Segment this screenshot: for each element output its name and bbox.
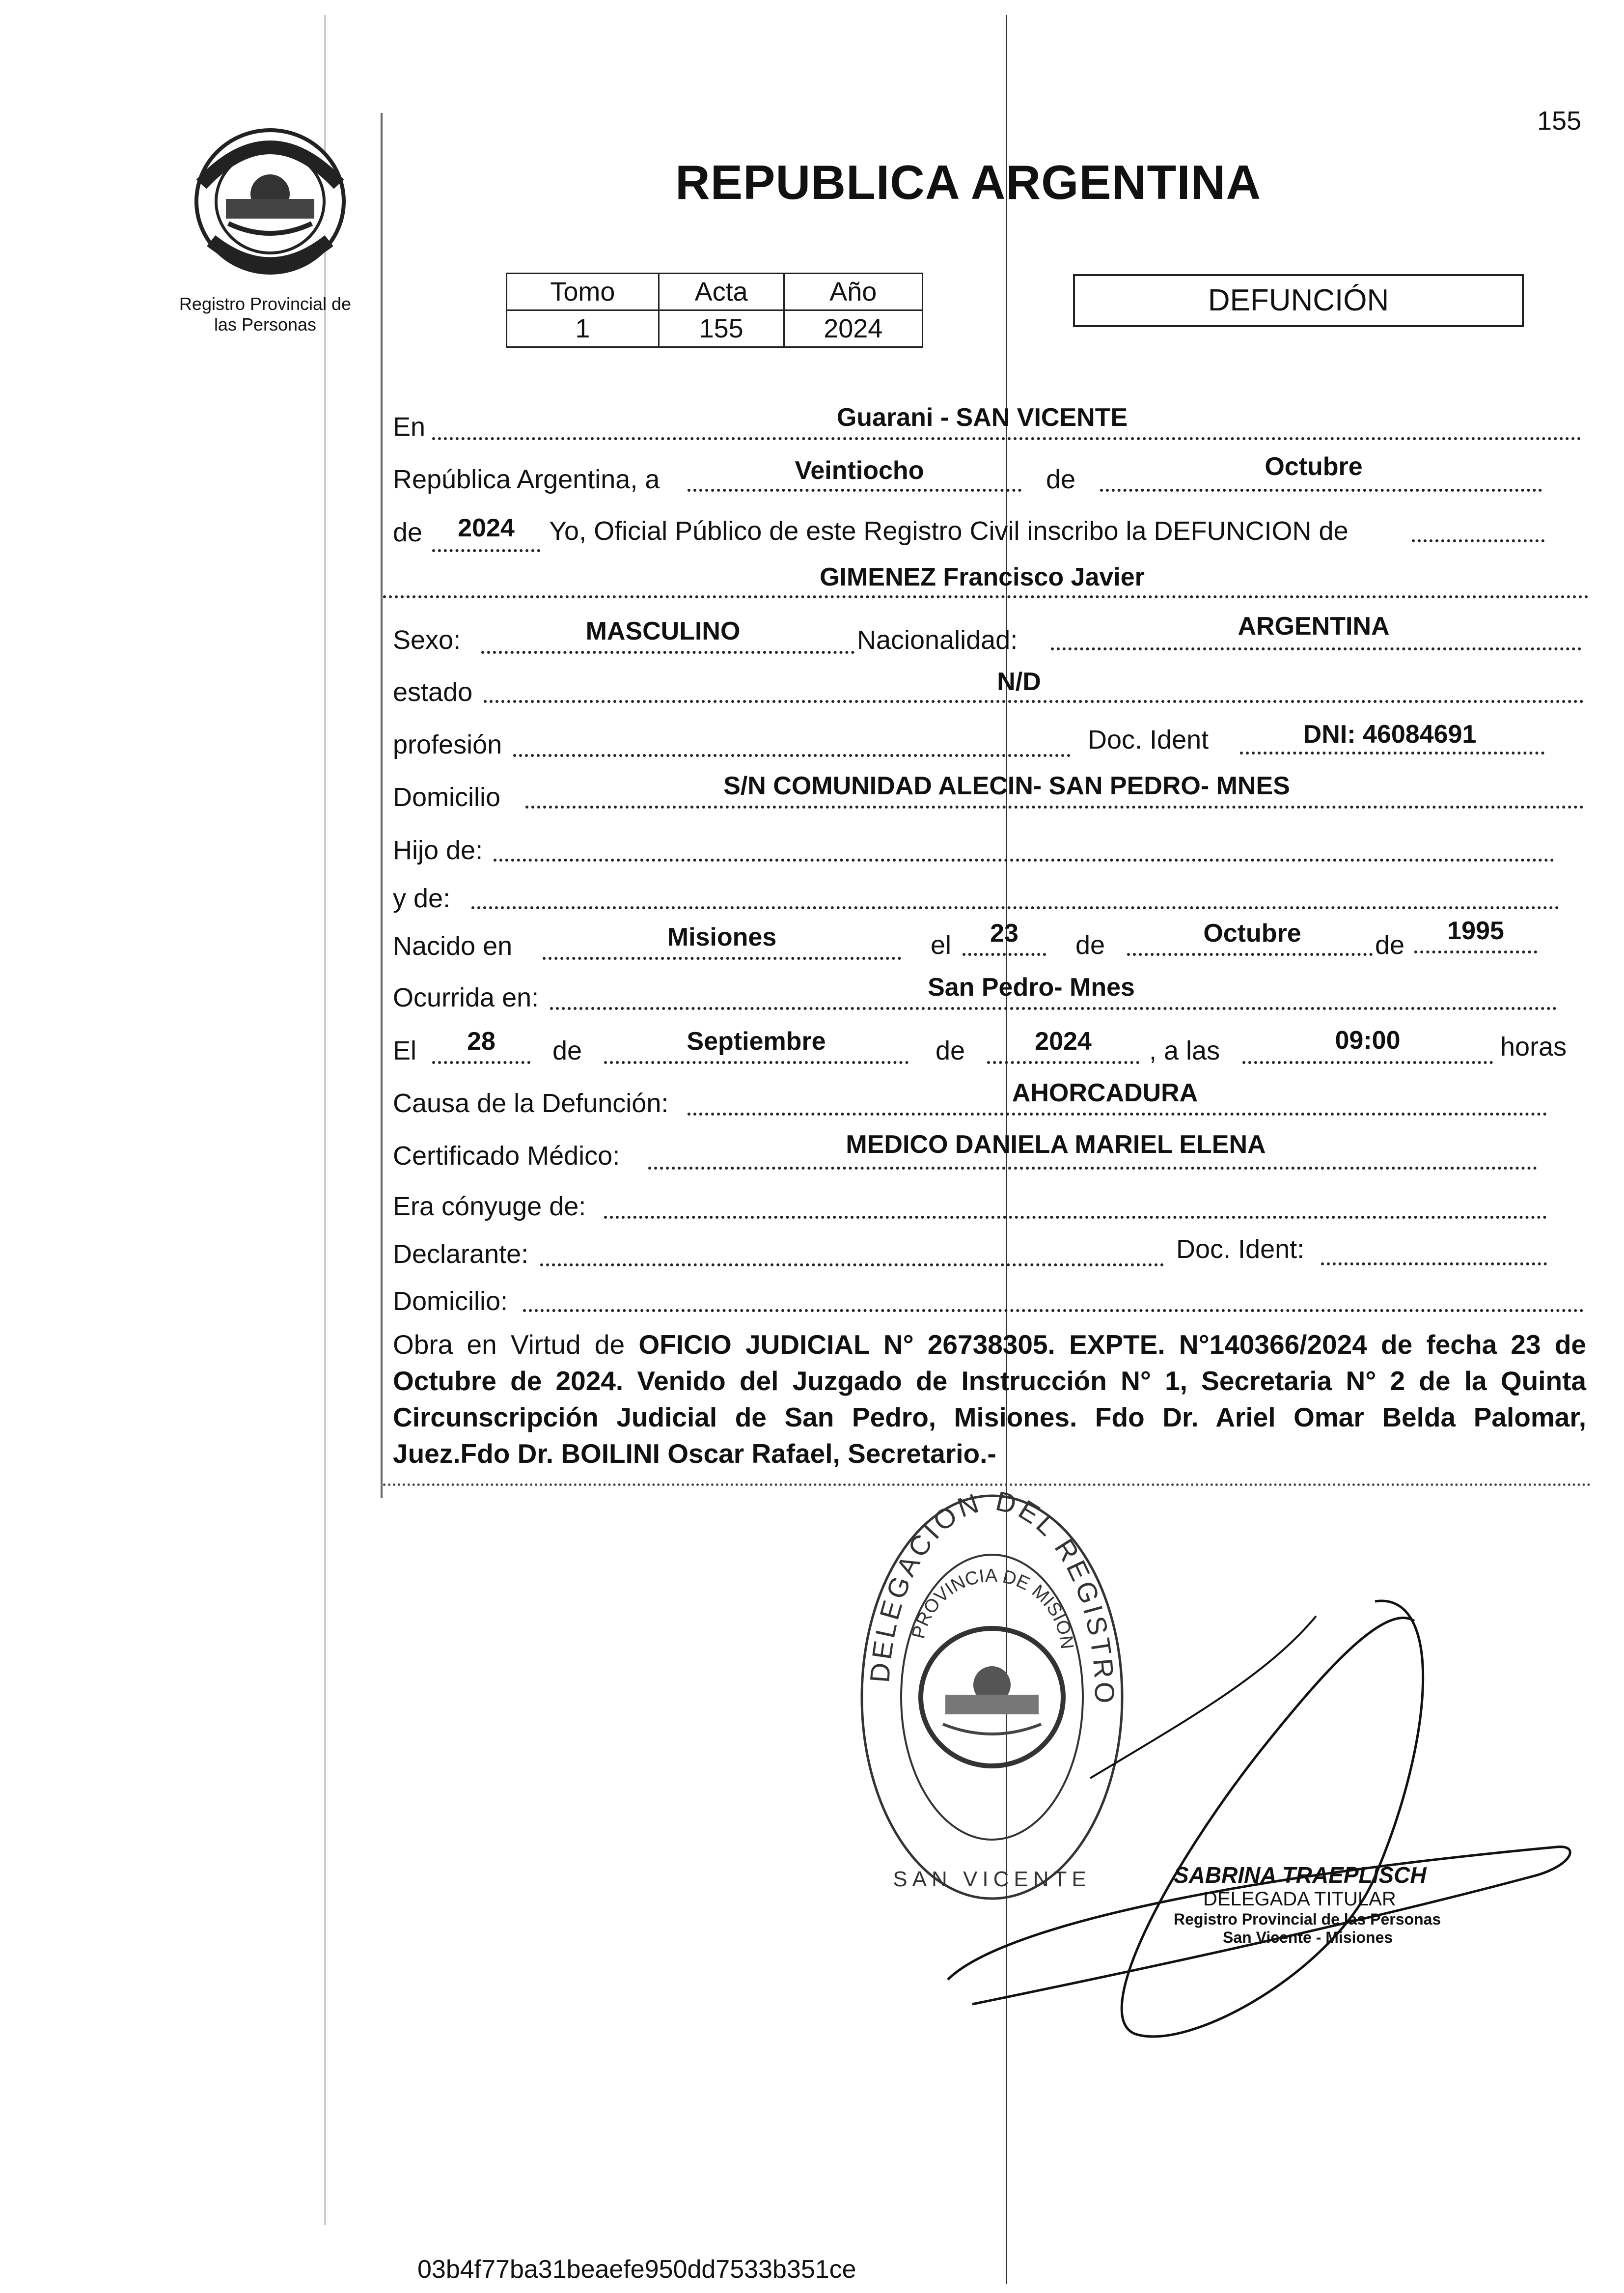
label-alas: , a las [1149,1036,1220,1065]
dots-hora [1242,1061,1493,1064]
seal-outer-text: DELEGACION DEL REGISTRO [864,1488,1121,1706]
registry-table-header-row [507,274,923,310]
label-ocurrida: Ocurrida en: [393,983,539,1012]
label-causa: Causa de la Defunción: [393,1089,669,1118]
form-left-border [381,113,383,1498]
label-yde: y de: [393,884,451,913]
signature [943,1572,1581,2088]
obra-prefix: Obra en Virtud de [393,1329,625,1360]
dots-fal-dia [432,1061,530,1064]
value-causa: AHORCADURA [1012,1079,1198,1107]
stamp-office: Registro Provincial de las Personas [1174,1910,1441,1928]
dots-dia [688,489,1021,492]
registry-name-line2: las Personas [214,314,317,335]
label-el2: El [393,1036,417,1065]
dots-nac-dia [963,953,1046,956]
signature-stamp [1174,1862,1517,1947]
label-declarante: Declarante: [393,1239,529,1269]
stamp-name: SABRINA TRAEPLISCH [1174,1862,1427,1888]
dots-nombre [383,595,1589,598]
obra-text: OFICIO JUDICIAL N° 26738305. EXPTE. N°140366/2024 de fecha 23 de Octubre de 2024. Venido del Juzgado de Instrucción N° 1, Secretaria N° 2 de la Quinta Circunscripción Judicial de San Pedro, Misiones. Fdo Dr. Ariel Omar Belda Palomar, Juez.Fdo Dr. BOILINI Oscar Rafael, Secretario.- [393,1329,1587,1469]
dots-nacido [543,957,901,960]
value-ocurrida: San Pedro- Mnes [928,973,1135,1002]
dots-anio [432,549,540,552]
value-nac-dia: 23 [990,919,1018,948]
value-nombre: GIMENEZ Francisco Javier [820,563,1145,591]
dots-obra-end [383,1483,1591,1486]
dots-yde [471,906,1559,909]
dots-sexo [481,651,854,654]
dots-causa [688,1113,1547,1116]
label-fal-de: de [552,1036,582,1065]
value-anio: 2024 [458,514,515,542]
dots-yo [1412,539,1544,542]
label-certificado: Certificado Médico: [393,1141,620,1171]
label-el: el [931,930,952,960]
dots-fal-anio [987,1061,1139,1064]
label-sexo: Sexo: [393,625,461,655]
dots-conyuge [604,1216,1547,1219]
value-dia: Veintiocho [795,456,924,485]
header-acta: Acta [659,274,784,310]
label-de2: de [393,518,423,547]
label-republica: República Argentina, a [393,465,660,494]
doc-type-box: DEFUNCIÓN [1073,274,1524,327]
dots-profesion [513,754,1071,757]
dots-domicilio2 [523,1309,1584,1312]
label-estado: estado [393,677,473,707]
registry-table [506,273,923,348]
value-lugar: Guarani - SAN VICENTE [836,403,1128,432]
value-domicilio: S/N COMUNIDAD ALECIN- SAN PEDRO- MNES [723,772,1290,800]
value-mes: Octubre [1265,452,1363,481]
signature-strokes-icon [943,1572,1581,2088]
label-fal-de2: de [936,1036,965,1065]
label-profesion: profesión [393,730,502,759]
label-horas: horas [1500,1032,1567,1062]
seal-bottom-text: SAN VICENTE [893,1867,1091,1891]
value-tomo: 1 [507,310,659,347]
label-docident: Doc. Ident [1088,725,1209,755]
obra-paragraph [393,1326,1586,1472]
dots-declarante [540,1263,1164,1266]
value-certificado: MEDICO DANIELA MARIEL ELENA [846,1130,1266,1159]
value-estado: N/D [997,668,1041,696]
value-anio: 2024 [784,310,922,347]
dots-docident [1240,752,1544,755]
label-de: de [1046,465,1076,494]
dots-domicilio [525,806,1584,809]
registry-name [162,294,368,335]
header-anio: Año [784,274,922,310]
value-hora: 09:00 [1335,1026,1401,1055]
province-emblem-icon [192,125,349,278]
label-docident2: Doc. Ident: [1176,1234,1305,1264]
label-nac-de: de [1075,930,1105,960]
dots-mes [1100,489,1542,492]
value-docident: DNI: 46084691 [1303,720,1477,749]
dots-docident2 [1321,1262,1547,1265]
province-emblem [192,125,349,278]
label-nacido: Nacido en [393,931,513,961]
value-nacionalidad: ARGENTINA [1238,612,1390,641]
label-hijo: Hijo de: [393,836,483,865]
stamp-role: DELEGADA TITULAR [1203,1888,1396,1910]
label-conyuge: Era cónyuge de: [393,1192,586,1221]
value-nac-anio: 1995 [1447,917,1504,945]
dots-hijo [494,859,1554,862]
dots-estado [484,700,1584,703]
label-domicilio: Domicilio [393,783,501,812]
label-yo: Yo, Oficial Público de este Registro Civil inscribo la DEFUNCION de [549,516,1349,546]
value-nacido: Misiones [667,923,777,951]
registry-table-value-row [507,310,923,347]
dots-certificado [648,1167,1537,1170]
dots-nac-mes [1127,953,1373,956]
page-number: 155 [1537,106,1582,136]
document-hash: 03b4f77ba31beaefe950dd7533b351ce [417,2255,856,2284]
value-sexo: MASCULINO [585,617,741,645]
label-nacionalidad: Nacionalidad: [857,625,1018,655]
value-fal-mes: Septiembre [687,1027,826,1056]
left-margin-line [324,15,326,2225]
dots-nac-anio [1414,951,1537,953]
registry-name-line1: Registro Provincial de [179,294,352,314]
label-domicilio2: Domicilio: [393,1286,508,1316]
value-fal-anio: 2024 [1035,1027,1092,1056]
value-nac-mes: Octubre [1203,919,1301,948]
value-fal-dia: 28 [467,1027,495,1056]
dots-ocurrida [550,1007,1557,1010]
dots-nacionalidad [1051,647,1581,650]
value-acta: 155 [659,310,784,347]
seal-inner-text: PROVINCIA DE MISION [908,1565,1077,1650]
dots-en [432,437,1581,440]
label-nac-de2: de [1375,930,1405,960]
page-title: REPUBLICA ARGENTINA [675,155,1262,209]
header-tomo: Tomo [507,274,659,310]
label-en: En [393,412,426,442]
dots-fal-mes [604,1061,908,1064]
stamp-location: San Vicente - Misiones [1223,1929,1393,1946]
